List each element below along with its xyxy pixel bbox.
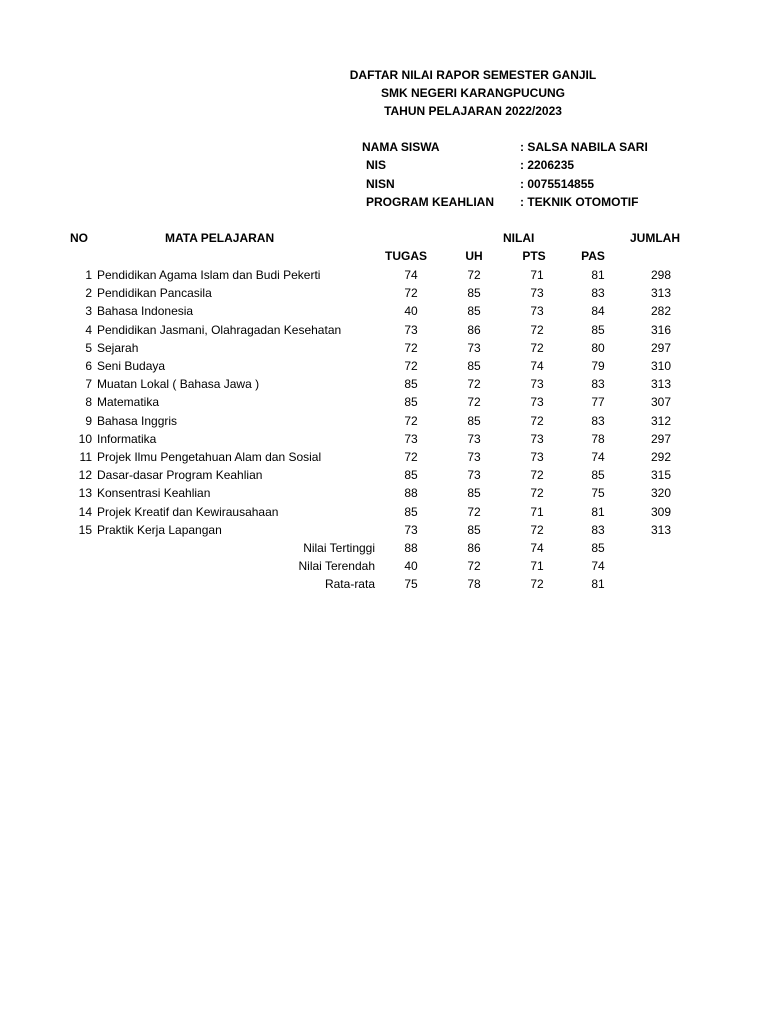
score-pts: 73 bbox=[530, 286, 544, 301]
score-pas: 85 bbox=[591, 322, 605, 337]
summary-uh: 78 bbox=[467, 577, 481, 592]
table-row bbox=[0, 323, 768, 341]
score-jumlah: 292 bbox=[650, 450, 672, 464]
table-row bbox=[0, 468, 768, 486]
summary-uh: 86 bbox=[467, 541, 481, 555]
subject-name: Pendidikan Pancasila bbox=[97, 286, 212, 301]
program-value: : TEKNIK OTOMOTIF bbox=[520, 195, 639, 209]
summary-label: Rata-rata bbox=[324, 577, 375, 592]
column-header-jumlah: JUMLAH bbox=[630, 231, 680, 245]
summary-row bbox=[0, 577, 768, 595]
subject-name: Praktik Kerja Lapangan bbox=[97, 522, 222, 537]
score-pas: 79 bbox=[591, 359, 605, 373]
subject-name: Informatika bbox=[97, 431, 157, 446]
row-number: 7 bbox=[85, 377, 92, 392]
score-pas: 83 bbox=[591, 413, 605, 428]
summary-label: Nilai Tertinggi bbox=[303, 541, 375, 555]
row-number: 3 bbox=[85, 304, 92, 319]
school-name: SMK NEGERI KARANGPUCUNG bbox=[380, 86, 565, 100]
score-jumlah: 307 bbox=[650, 395, 672, 410]
subject-name: Pendidikan Jasmani, Olahragadan Kesehatan bbox=[97, 322, 342, 337]
table-row bbox=[0, 377, 768, 395]
row-number: 4 bbox=[85, 322, 92, 337]
score-pas: 83 bbox=[591, 377, 605, 392]
subject-name: Projek Ilmu Pengetahuan Alam dan Sosial bbox=[97, 450, 322, 464]
score-pas: 81 bbox=[591, 504, 605, 519]
row-number: 13 bbox=[78, 486, 92, 501]
score-tugas: 74 bbox=[404, 268, 418, 282]
row-number: 6 bbox=[85, 359, 92, 373]
score-jumlah: 312 bbox=[650, 413, 672, 428]
score-uh: 72 bbox=[467, 395, 481, 410]
score-pas: 80 bbox=[591, 340, 605, 355]
summary-tugas: 40 bbox=[404, 559, 418, 574]
score-uh: 73 bbox=[467, 340, 481, 355]
score-pts: 74 bbox=[530, 359, 544, 373]
table-row bbox=[0, 268, 768, 286]
score-pts: 72 bbox=[530, 522, 544, 537]
score-tugas: 72 bbox=[404, 340, 418, 355]
score-uh: 85 bbox=[467, 286, 481, 301]
score-jumlah: 316 bbox=[650, 322, 672, 337]
score-uh: 72 bbox=[467, 377, 481, 392]
score-jumlah: 298 bbox=[650, 268, 672, 282]
score-jumlah: 320 bbox=[650, 486, 672, 501]
score-tugas: 40 bbox=[404, 304, 418, 319]
score-uh: 72 bbox=[467, 268, 481, 282]
row-number: 12 bbox=[78, 468, 92, 483]
table-row bbox=[0, 523, 768, 541]
score-pas: 78 bbox=[591, 431, 605, 446]
score-pas: 75 bbox=[591, 486, 605, 501]
score-uh: 86 bbox=[467, 322, 481, 337]
subheader-tugas: TUGAS bbox=[385, 249, 427, 263]
score-pas: 74 bbox=[591, 450, 605, 464]
row-number: 10 bbox=[78, 431, 92, 446]
column-header-nilai: NILAI bbox=[503, 231, 535, 245]
subject-name: Bahasa Indonesia bbox=[97, 304, 194, 319]
subject-name: Konsentrasi Keahlian bbox=[97, 486, 211, 501]
score-uh: 72 bbox=[467, 504, 481, 519]
score-jumlah: 315 bbox=[650, 468, 672, 483]
score-jumlah: 313 bbox=[650, 377, 672, 392]
subheader-pts: PTS bbox=[522, 249, 546, 263]
score-tugas: 88 bbox=[404, 486, 418, 501]
subject-name: Muatan Lokal ( Bahasa Jawa ) bbox=[97, 377, 260, 392]
subheader-uh: UH bbox=[465, 249, 483, 263]
summary-row bbox=[0, 559, 768, 577]
score-pts: 72 bbox=[530, 322, 544, 337]
score-uh: 85 bbox=[467, 359, 481, 373]
row-number: 2 bbox=[85, 286, 92, 301]
row-number: 15 bbox=[78, 522, 92, 537]
table-row bbox=[0, 395, 768, 413]
score-pas: 83 bbox=[591, 522, 605, 537]
table-row bbox=[0, 505, 768, 523]
summary-pas: 74 bbox=[591, 559, 605, 574]
score-tugas: 85 bbox=[404, 504, 418, 519]
score-tugas: 73 bbox=[404, 431, 418, 446]
subject-name: Seni Budaya bbox=[97, 359, 166, 373]
score-pas: 84 bbox=[591, 304, 605, 319]
table-row bbox=[0, 414, 768, 432]
summary-tugas: 88 bbox=[404, 541, 418, 555]
score-tugas: 85 bbox=[404, 377, 418, 392]
nis-label: NIS bbox=[366, 158, 387, 172]
subject-name: Projek Kreatif dan Kewirausahaan bbox=[97, 504, 279, 519]
summary-pas: 85 bbox=[591, 541, 605, 555]
summary-row bbox=[0, 541, 768, 559]
score-tugas: 73 bbox=[404, 522, 418, 537]
score-tugas: 85 bbox=[404, 395, 418, 410]
score-uh: 85 bbox=[467, 486, 481, 501]
score-tugas: 72 bbox=[404, 450, 418, 464]
subject-name: Sejarah bbox=[97, 340, 139, 355]
score-pas: 81 bbox=[591, 268, 605, 282]
score-pts: 73 bbox=[530, 450, 544, 464]
score-uh: 85 bbox=[467, 413, 481, 428]
score-uh: 73 bbox=[467, 468, 481, 483]
nisn-value: : 0075514855 bbox=[520, 177, 595, 191]
score-jumlah: 313 bbox=[650, 522, 672, 537]
score-tugas: 72 bbox=[404, 359, 418, 373]
score-uh: 85 bbox=[467, 522, 481, 537]
program-label: PROGRAM KEAHLIAN bbox=[366, 195, 494, 209]
subheader-pas: PAS bbox=[581, 249, 605, 263]
score-uh: 85 bbox=[467, 304, 481, 319]
score-pts: 73 bbox=[530, 395, 544, 410]
score-pas: 85 bbox=[591, 468, 605, 483]
score-jumlah: 309 bbox=[650, 504, 672, 519]
score-jumlah: 282 bbox=[650, 304, 672, 319]
score-jumlah: 313 bbox=[650, 286, 672, 301]
row-number: 8 bbox=[85, 395, 92, 410]
student-name-value: : SALSA NABILA SARI bbox=[520, 140, 648, 154]
summary-tugas: 75 bbox=[404, 577, 418, 592]
subject-name: Pendidikan Agama Islam dan Budi Pekerti bbox=[97, 268, 321, 282]
summary-pas: 81 bbox=[591, 577, 605, 592]
summary-label: Nilai Terendah bbox=[298, 559, 375, 574]
score-pts: 73 bbox=[530, 377, 544, 392]
score-tugas: 85 bbox=[404, 468, 418, 483]
summary-uh: 72 bbox=[467, 559, 481, 574]
row-number: 5 bbox=[85, 340, 92, 355]
table-row bbox=[0, 486, 768, 504]
row-number: 14 bbox=[78, 504, 92, 519]
row-number: 9 bbox=[85, 413, 92, 428]
summary-pts: 74 bbox=[530, 541, 544, 555]
nisn-label: NISN bbox=[366, 177, 395, 191]
table-row bbox=[0, 304, 768, 322]
row-number: 11 bbox=[79, 450, 92, 464]
score-pts: 72 bbox=[530, 340, 544, 355]
score-pts: 72 bbox=[530, 468, 544, 483]
score-pts: 71 bbox=[530, 268, 544, 282]
score-jumlah: 310 bbox=[650, 359, 672, 373]
score-pas: 77 bbox=[591, 395, 605, 410]
score-jumlah: 297 bbox=[650, 340, 672, 355]
summary-pts: 71 bbox=[530, 559, 544, 574]
row-number: 1 bbox=[85, 268, 92, 282]
student-name-label: NAMA SISWA bbox=[362, 140, 440, 154]
nis-value: : 2206235 bbox=[520, 158, 575, 172]
academic-year: TAHUN PELAJARAN 2022/2023 bbox=[384, 104, 562, 118]
table-row bbox=[0, 450, 768, 468]
score-pts: 72 bbox=[530, 413, 544, 428]
score-tugas: 73 bbox=[404, 322, 418, 337]
score-pas: 83 bbox=[591, 286, 605, 301]
score-pts: 71 bbox=[530, 504, 544, 519]
summary-pts: 72 bbox=[530, 577, 544, 592]
score-jumlah: 297 bbox=[650, 431, 672, 446]
score-uh: 73 bbox=[467, 450, 481, 464]
score-tugas: 72 bbox=[404, 413, 418, 428]
table-row bbox=[0, 359, 768, 377]
table-row bbox=[0, 432, 768, 450]
score-tugas: 72 bbox=[404, 286, 418, 301]
subject-name: Matematika bbox=[97, 395, 160, 410]
table-row bbox=[0, 286, 768, 304]
score-pts: 72 bbox=[530, 486, 544, 501]
subject-name: Dasar-dasar Program Keahlian bbox=[97, 468, 263, 483]
report-title: DAFTAR NILAI RAPOR SEMESTER GANJIL bbox=[349, 68, 597, 82]
column-header-no: NO bbox=[70, 231, 88, 245]
score-pts: 73 bbox=[530, 304, 544, 319]
table-row bbox=[0, 341, 768, 359]
score-uh: 73 bbox=[467, 431, 481, 446]
subject-name: Bahasa Inggris bbox=[97, 413, 178, 428]
column-header-subject: MATA PELAJARAN bbox=[165, 231, 275, 245]
score-pts: 73 bbox=[530, 431, 544, 446]
